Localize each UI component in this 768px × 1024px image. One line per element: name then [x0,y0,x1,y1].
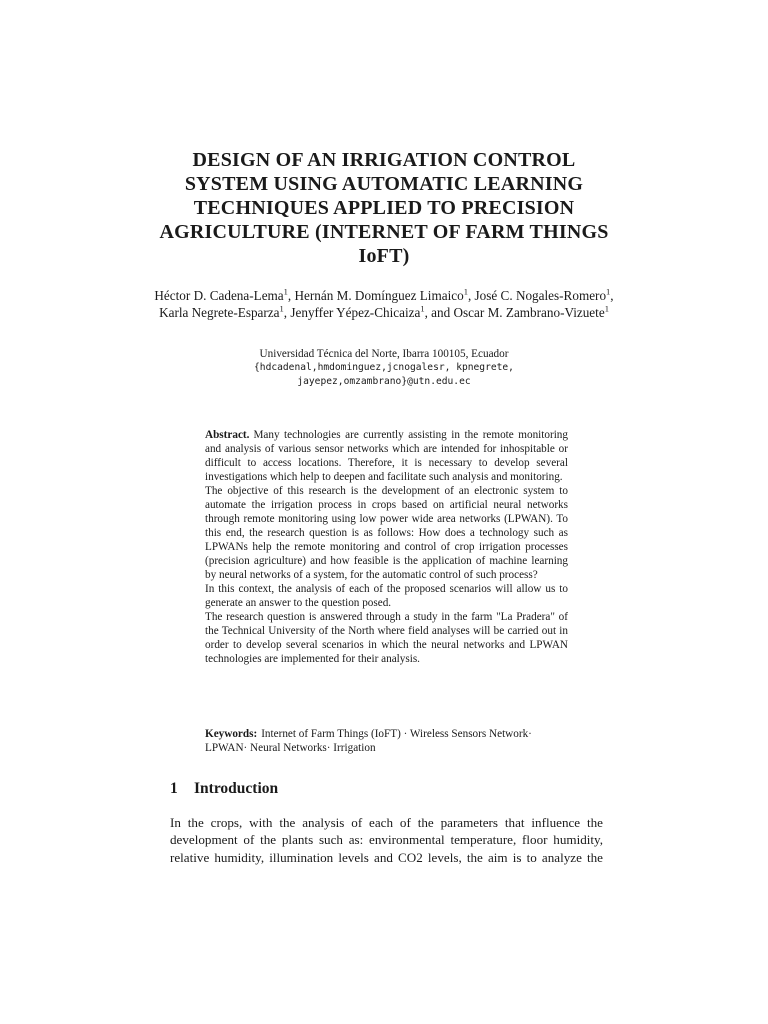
author-affiliation-mark: 1 [279,303,284,314]
author-name: José C. Nogales-Romero [474,288,607,303]
author-name: Hernán M. Domínguez Limaico [294,288,464,303]
author-list [150,287,618,321]
section-heading [170,780,600,798]
affiliation-block [150,347,618,389]
abstract-text: Many technologies are currently assisting in the remote monitoring and analysis of various sensor networks which are intended for inhospitable or difficult to access locations. Therefore, it is necessary to develop several investigations which help to deepen and facilitate such analysis and monitoring. [205,429,568,483]
author-emails: jayepez,omzambrano}@utn.edu.ec [297,376,471,387]
author-name: Héctor D. Cadena-Lema [154,288,284,303]
author-name: Karla Negrete-Esparza [159,305,280,320]
affiliation-text: Universidad Técnica del Norte, Ibarra 100105, Ecuador [259,348,509,360]
author-name: Oscar M. Zambrano-Vizuete [453,305,605,320]
abstract-paragraph: The objective of this research is the development of an electronic system to automate the irrigation process in crops based on artificial neural networks through remote monitoring using low power wide area networks (LPWAN). To this end, the research question is as follows: How does a technology such as LPWANs help the remote monitoring and control of crop irrigation processes (precision agriculture) and how feasible is the application of machine learning by neural networks of a system, for the automatic control of such process? [205,485,568,581]
abstract [205,428,568,666]
author-affiliation-mark: 1 [420,303,425,314]
abstract-paragraph: The research question is answered through a study in the farm "La Pradera" of the Technical University of the North where field analyses will be carried out in order to develop several scenarios in which the neural networks and LPWAN technologies are implemented for their analysis. [205,611,568,665]
author-separator: , and [424,305,454,320]
section-title: Introduction [194,780,279,797]
keywords [205,727,568,755]
author-separator: , [283,305,291,320]
author-separator: , [467,288,475,303]
abstract-paragraph [205,428,568,484]
author-affiliation-mark: 1 [604,303,609,314]
author-emails: {hdcadenal,hmdominguez,jcnogalesr, kpnegrete, [254,362,514,373]
paper-title: DESIGN OF AN IRRIGATION CONTROL SYSTEM USING AUTOMATIC LEARNING TECHNIQUES APPLIED TO PRECISION AGRICULTURE (INTERNET OF FARM THINGS IoFT) [159,149,609,267]
keywords-label: Keywords: [205,728,258,740]
author-affiliation-mark: 1 [463,286,468,297]
author-affiliation-mark: 1 [606,286,611,297]
body-paragraph: In the crops, with the analysis of each of the parameters that influence the development of the plants such as: environmental temperature, floor humidity, relative humidity, illumination levels and CO2 levels, the aim is to analyze the [170,815,603,865]
author-name: Jenyffer Yépez-Chicaiza [290,305,421,320]
keywords-text: Internet of Farm Things (IoFT) · Wireless Sensors Network· LPWAN· Neural Networks· Irrigation [205,728,532,754]
section-number: 1 [170,780,178,797]
author-affiliation-mark: 1 [283,286,288,297]
author-separator: , [287,288,295,303]
abstract-paragraph: In this context, the analysis of each of the proposed scenarios will allow us to generate an answer to the question posed. [205,583,568,609]
abstract-label: Abstract. [205,429,250,441]
author-separator: , [610,288,614,303]
